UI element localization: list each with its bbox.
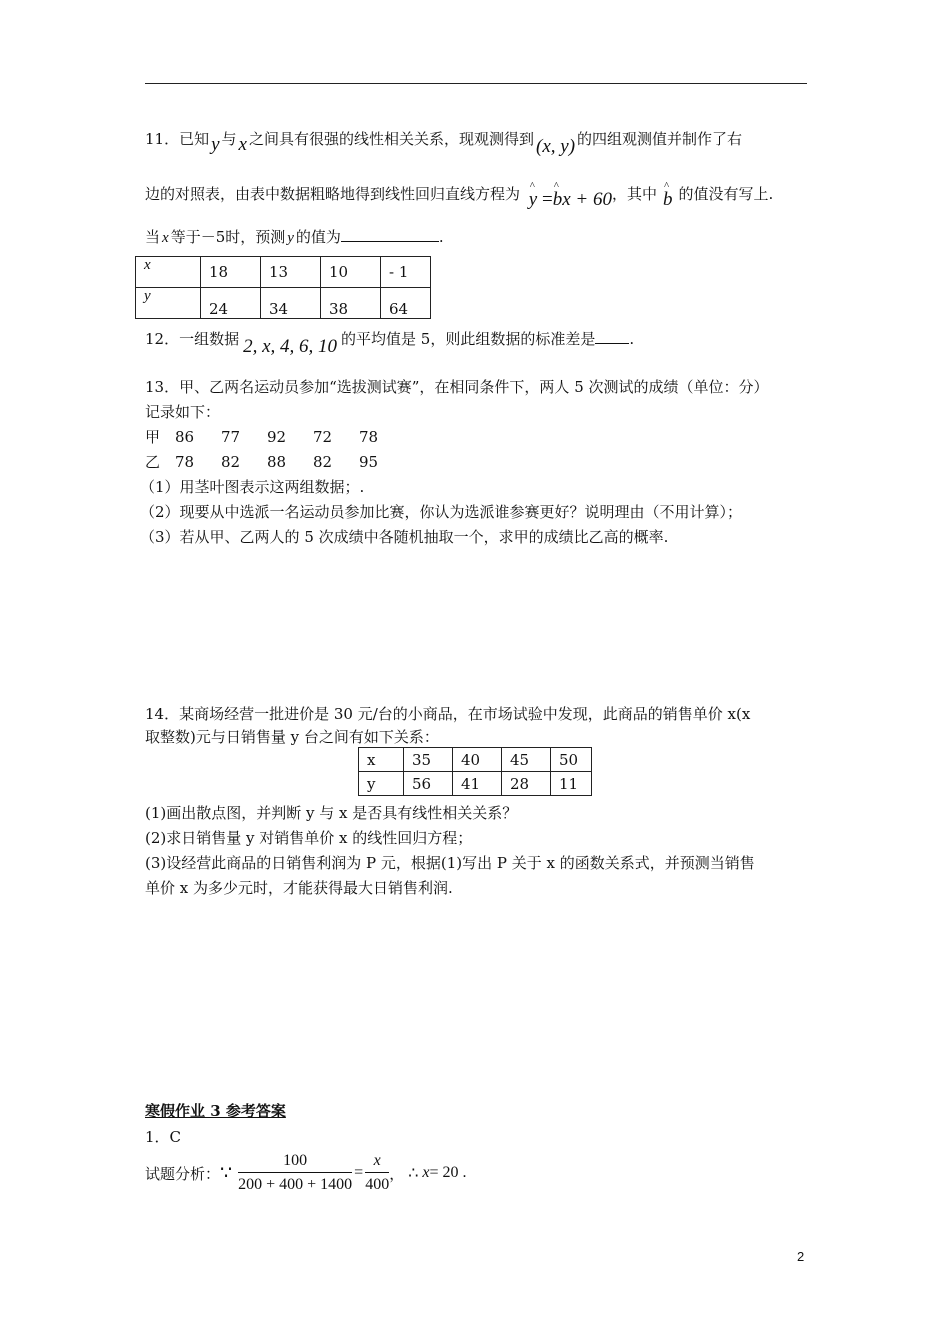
eq-sign: = (537, 189, 553, 210)
q14-line1: 14．某商场经营一批进价是 30 元/台的小商品，在市场试验中发现，此商品的销售单价 x(x (145, 705, 751, 723)
q13-sub3: （3）若从甲、乙两人的 5 次成绩中各随机抽取一个，求甲的成绩比乙高的概率. (140, 528, 669, 546)
table-cell: - 1 (381, 257, 431, 288)
fraction-denominator: 200 + 400 + 1400 (238, 1176, 353, 1193)
score: 86 (175, 428, 195, 446)
var-y: y (287, 230, 294, 246)
table-cell: 13 (261, 257, 321, 288)
table-cell: 28 (502, 772, 551, 796)
var-x: x (162, 230, 169, 246)
athlete-name: 甲 (145, 428, 161, 446)
var-y: y (211, 134, 220, 155)
q11-line3 (145, 226, 444, 247)
y-hat: ^ y (529, 189, 537, 211)
q13-row-jia (145, 426, 378, 447)
result-variable: x (422, 1164, 430, 1181)
q14-sub2: (2)求日销售量 y 对销售单价 x 的线性回归方程； (145, 829, 473, 847)
q13-sub1: （1）用茎叶图表示这两组数据；. (140, 478, 365, 496)
page-number: 2 (797, 1249, 805, 1264)
header-rule (145, 83, 807, 84)
q11-text: 的四组观测值并制作了右 (577, 130, 743, 148)
b-hat: ^ b (553, 189, 563, 211)
comma: ， (389, 1164, 405, 1183)
table-cell: 41 (453, 772, 502, 796)
table-cell: 64 (381, 288, 431, 319)
score: 78 (359, 428, 379, 446)
answer-1: 1．C (145, 1128, 182, 1146)
table-cell: x (136, 257, 201, 288)
score: 88 (267, 453, 287, 471)
fraction-numerator: x (365, 1152, 389, 1173)
analysis-label: 试题分析： (145, 1164, 221, 1183)
score: 72 (313, 428, 333, 446)
q11-text: 边的对照表，由表中数据粗略地得到线性回归直线方程为 (145, 185, 521, 203)
q11-text: 当 (145, 228, 161, 246)
q11-text: 与 (221, 130, 237, 148)
q11-text: . (438, 228, 444, 246)
data-set: 2, x, 4, 6, 10 (243, 336, 338, 357)
result-value: = 20 . (429, 1164, 467, 1181)
q11-text: ，其中 (611, 185, 657, 203)
answer-1-analysis (145, 1150, 467, 1196)
table-cell: 40 (453, 748, 502, 772)
q13-sub2: （2）现要从中选派一名运动员参加比赛，你认为选派谁参赛更好？说明理由（不用计算）； (140, 503, 743, 521)
score: 77 (221, 428, 241, 446)
therefore-symbol: ∴ (408, 1165, 419, 1182)
table-row (136, 288, 431, 319)
b-hat-symbol: ^ b (663, 189, 673, 211)
table-cell: y (136, 288, 201, 319)
pair-xy: (x, y) (536, 136, 576, 157)
q11-text: 之间具有很强的线性相关关系，现观测得到 (248, 130, 534, 148)
q11-line1 (145, 128, 743, 157)
answer-blank (595, 343, 629, 344)
table-cell: 24 (201, 288, 261, 319)
score: 82 (313, 453, 333, 471)
q11-line2 (145, 183, 774, 210)
table-cell: 10 (321, 257, 381, 288)
score: 78 (175, 453, 195, 471)
table-cell: 38 (321, 288, 381, 319)
q14-table (358, 747, 592, 796)
q13-row-yi (145, 451, 378, 472)
table-cell: 45 (502, 748, 551, 772)
because-symbol: ∵ (220, 1162, 233, 1184)
table-cell: y (359, 772, 404, 796)
fraction-x (365, 1152, 389, 1194)
table-cell: 18 (201, 257, 261, 288)
fraction-100 (238, 1152, 352, 1194)
table-cell: 11 (551, 772, 592, 796)
answers-heading: 寒假作业 3 参考答案 (145, 1102, 286, 1120)
score: 82 (221, 453, 241, 471)
table-row (136, 257, 431, 288)
var-x: x (238, 134, 247, 155)
q11-table (135, 256, 431, 319)
fraction-numerator: 100 (238, 1152, 352, 1173)
q14-sub4: 单价 x 为多少元时，才能获得最大日销售利润. (145, 879, 453, 897)
q11-text: 的值没有写上. (678, 185, 774, 203)
fraction-denominator: 400 (365, 1176, 390, 1193)
eq-rest: x + 60 (562, 189, 612, 210)
equals-sign: = (354, 1164, 364, 1181)
q12-text: 12．一组数据 (145, 330, 240, 348)
athlete-name: 乙 (145, 453, 161, 471)
q12-text: 的平均值是 5，则此组数据的标准差是 (341, 330, 596, 348)
table-row (359, 772, 592, 796)
table-cell: x (359, 748, 404, 772)
q14-sub3: (3)设经营此商品的日销售利润为 P 元，根据(1)写出 P 关于 x 的函数关系式，并预测当销售 (145, 854, 755, 872)
q13-line2: 记录如下： (145, 403, 221, 421)
table-cell: 35 (404, 748, 453, 772)
q14-sub1: (1)画出散点图，并判断 y 与 x 是否具有线性相关关系？ (145, 804, 518, 822)
q11-text: 11．已知 (145, 130, 210, 148)
score: 95 (359, 453, 379, 471)
table-cell: 34 (261, 288, 321, 319)
score: 92 (267, 428, 287, 446)
q11-text: 的值为 (295, 228, 341, 246)
q11-text: 等于－5时，预测 (170, 228, 286, 246)
table-cell: 56 (404, 772, 453, 796)
q14-line2: 取整数)元与日销售量 y 台之间有如下关系： (145, 728, 439, 746)
q13-line1: 13．甲、乙两名运动员参加“选拔测试赛”，在相同条件下，两人 5 次测试的成绩（单位：分） (145, 378, 769, 396)
regression-equation (529, 189, 612, 210)
table-cell: 50 (551, 748, 592, 772)
q12-text: . (629, 330, 635, 348)
table-row (359, 748, 592, 772)
q12-line (145, 328, 635, 357)
answer-blank (341, 241, 439, 242)
